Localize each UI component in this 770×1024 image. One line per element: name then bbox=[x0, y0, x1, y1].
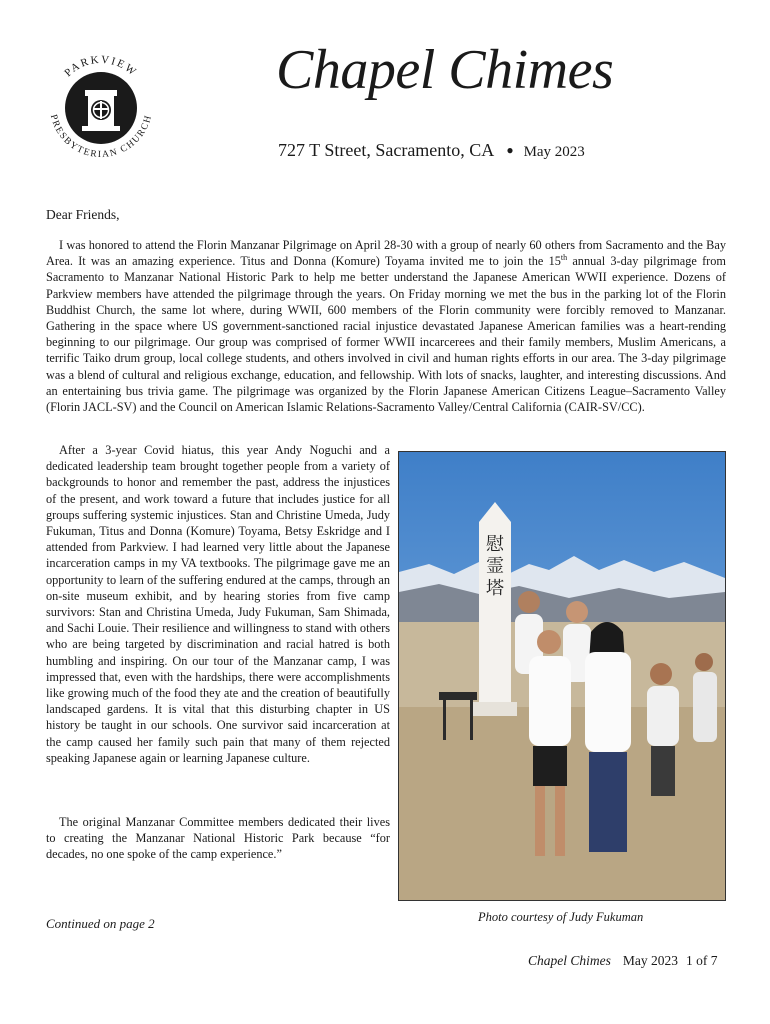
paragraph-1-part-a: I was honored to attend the Florin Manzanar Pilgrimage on April 28-30 with a group of nearly 60 others from Sacramento and the Bay Area. It was an amazing experience. Titus and Donna (Komure) Toyama invited me to join the 15 bbox=[46, 238, 726, 269]
photo-caption: Photo courtesy of Judy Fukuman bbox=[478, 910, 644, 924]
footer-date: May 2023 bbox=[622, 953, 678, 968]
pilgrimage-photo bbox=[398, 451, 726, 901]
logo-bottom-text: PRESBYTERIAN CHURCH bbox=[47, 113, 155, 161]
monument-glyph-2: 霊 bbox=[486, 556, 504, 577]
footer-newsletter-name: Chapel Chimes bbox=[528, 953, 611, 968]
issue-date: May 2023 bbox=[523, 144, 585, 160]
continued-note: Continued on page 2 bbox=[46, 916, 155, 931]
ordinal-suffix: th bbox=[560, 253, 568, 263]
masthead-info bbox=[278, 140, 585, 161]
monument-glyph-3: 塔 bbox=[486, 578, 504, 599]
paragraph-1 bbox=[46, 237, 726, 415]
bullet-separator: ● bbox=[506, 143, 514, 157]
paragraph-1-part-b: annual 3-day pilgrimage from Sacramento to Manzanar National Historic Park to help me better understand the Japanese American WWII experience. Dozens of Parkview members have attended the pilgrimage through the years. On Friday morning we met the bus in the parking lot of the Florin Buddhist Church, the same lot where, during WWII, 600 members of the Florin community were forcibly removed to Manzanar. Gathering in the space where US government-sanctioned racial injustice devastated Japanese American families was a heart-rending beginning to our pilgrimage. Our group was comprised of former WWII incarcerees and their family members, Muslim Americans, a terrific Taiko drum group, local college students, and others involved in civil and human rights efforts in our area. The 3-day pilgrimage was a blend of cultural and religious exchange, education, and fellowship. With lots of snacks, laughter, and interesting discussions. And an entertaining bus trivia game. The pilgrimage was organized by the Florin Japanese American Citizens League–Sacramento Valley (Florin JACL-SV) and the Council on American Islamic Relations-Sacramento Valley/Central California (CAIR-SV/CC). bbox=[46, 254, 726, 415]
page-footer bbox=[528, 953, 718, 969]
monument-glyph-1: 慰 bbox=[486, 534, 504, 555]
paragraph-2: After a 3-year Covid hiatus, this year Andy Noguchi and a dedicated leadership team brought together people from a variety of backgrounds to honor and remember the past, address the injustices of the present, and work toward a future that includes justice for all groups suffering systemic injustices. Stan and Christine Umeda, Judy Fukuman, Titus and Donna (Komure) Toyama, Betsy Eskridge and I attended from Parkview. I had learned very little about the Japanese incarceration camps in my VA textbooks. The pilgrimage gave me an opportunity to learn of the suffering endured at the camps, through an on-site museum exhibit, and by hearing stories from five camp survivors: Stan and Christina Umeda, Judy Fukuman, Sam Shimada, and Sachi Louie. Their resilience and willingness to stand with others who are being targeted by discrimination and racial hatred is both humbling and inspiring. On our tour of the Manzanar camp, I was impressed that, even with the hardships, there were accomplishments like growing much of the food they ate and the creation of beautifully landscaped gardens. It is vital that this disturbing chapter in US history be taught in our schools. One survivor said incarceration at the camp caused her family such pain that many of them rejected speaking Japanese again or learning Japanese culture. bbox=[46, 443, 390, 765]
church-logo bbox=[42, 48, 160, 166]
newsletter-title: Chapel Chimes bbox=[276, 39, 614, 101]
paragraph-3: The original Manzanar Committee members dedicated their lives to creating the Manzanar National Historic Park because “for decades, no one spoke of the camp experience.” bbox=[46, 815, 390, 862]
page-number: 1 of 7 bbox=[686, 953, 718, 968]
salutation: Dear Friends, bbox=[46, 207, 120, 222]
logo-top-text: PARKVIEW bbox=[62, 53, 140, 80]
church-address: 727 T Street, Sacramento, CA bbox=[278, 140, 495, 160]
